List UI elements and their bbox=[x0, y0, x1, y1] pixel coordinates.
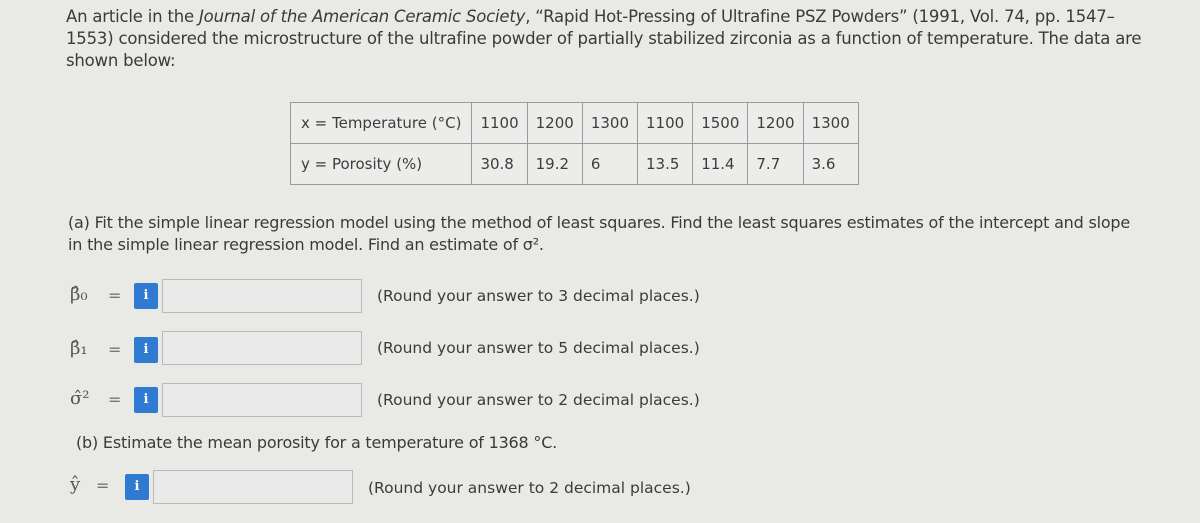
rounding-hint: (Round your answer to 5 decimal places.) bbox=[377, 339, 700, 357]
beta0-input[interactable] bbox=[162, 279, 362, 313]
rounding-hint: (Round your answer to 2 decimal places.) bbox=[377, 391, 700, 409]
equals-sign: = bbox=[108, 286, 122, 305]
y-cell: 30.8 bbox=[472, 144, 527, 185]
equals-sign: = bbox=[108, 390, 122, 409]
beta1-input[interactable] bbox=[162, 331, 362, 365]
journal-name: Journal of the American Ceramic Society bbox=[199, 7, 526, 26]
x-cell: 1500 bbox=[693, 103, 748, 144]
x-cell: 1200 bbox=[748, 103, 803, 144]
porosity-row bbox=[291, 144, 859, 185]
x-label-cell: x = Temperature (°C) bbox=[291, 103, 472, 144]
y-label-cell: y = Porosity (%) bbox=[291, 144, 472, 185]
problem-intro bbox=[66, 6, 1146, 72]
info-icon[interactable]: i bbox=[125, 474, 149, 500]
x-cell: 1300 bbox=[582, 103, 637, 144]
data-table bbox=[290, 102, 859, 185]
temperature-row bbox=[291, 103, 859, 144]
x-cell: 1300 bbox=[803, 103, 858, 144]
info-icon[interactable]: i bbox=[134, 387, 158, 413]
beta1-symbol: β̂₁ bbox=[70, 338, 88, 359]
equals-sign: = bbox=[96, 476, 110, 495]
y-cell: 19.2 bbox=[527, 144, 582, 185]
sigma2-symbol: σ̂² bbox=[70, 388, 90, 409]
y-cell: 6 bbox=[582, 144, 637, 185]
sigma2-input[interactable] bbox=[162, 383, 362, 417]
x-cell: 1100 bbox=[638, 103, 693, 144]
part-a-question: (a) Fit the simple linear regression model using the method of least squares. Find the least squares estimates of the intercept and slope in the simple linear regression model. Find an estimate of σ². bbox=[68, 213, 1131, 254]
y-cell: 3.6 bbox=[803, 144, 858, 185]
y-cell: 11.4 bbox=[693, 144, 748, 185]
intro-rest: , “Rapid Hot-Pressing of Ultrafine PSZ Powders” (1991, Vol. 74, pp. 1547–1553) considered the microstructure of the ultrafine powder of partially stabilized zirconia as a function of temperature. The data are shown below: bbox=[66, 7, 1142, 70]
equals-sign: = bbox=[108, 340, 122, 359]
x-cell: 1200 bbox=[527, 103, 582, 144]
y-cell: 13.5 bbox=[638, 144, 693, 185]
intro-prefix: An article in the bbox=[66, 7, 200, 26]
info-icon[interactable]: i bbox=[134, 283, 158, 309]
rounding-hint: (Round your answer to 2 decimal places.) bbox=[368, 479, 691, 497]
x-cell: 1100 bbox=[472, 103, 527, 144]
part-b-question: (b) Estimate the mean porosity for a temperature of 1368 °C. bbox=[76, 433, 558, 452]
yhat-symbol: ŷ bbox=[70, 474, 81, 495]
rounding-hint: (Round your answer to 3 decimal places.) bbox=[377, 287, 700, 305]
info-icon[interactable]: i bbox=[134, 337, 158, 363]
y-cell: 7.7 bbox=[748, 144, 803, 185]
yhat-input[interactable] bbox=[153, 470, 353, 504]
beta0-symbol: β̂₀ bbox=[70, 284, 88, 305]
